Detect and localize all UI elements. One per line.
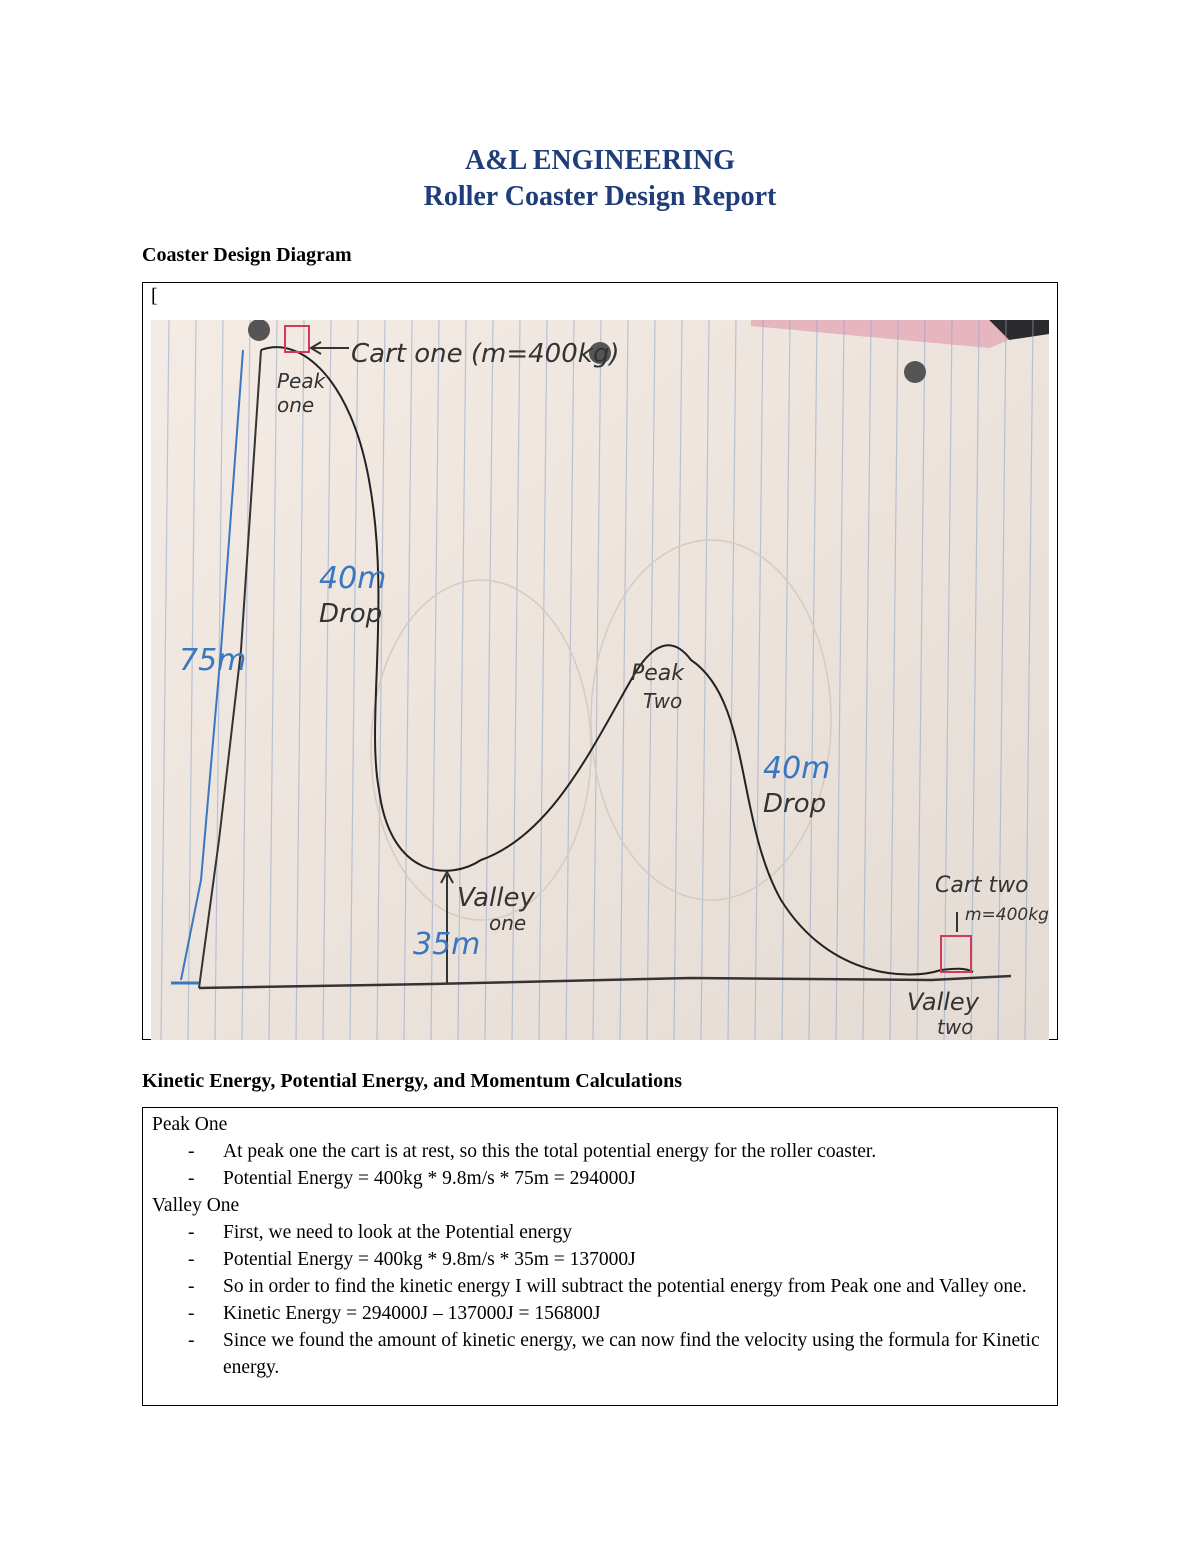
list-item: - Since we found the amount of kinetic energy, we can now find the velocity using the formula for Kinetic energy. [152,1327,1048,1381]
peak-one-list [152,1138,1048,1192]
calculations-box [142,1107,1058,1406]
list-item: - So in order to find the kinetic energy I will subtract the potential energy from Peak one and Valley one. [152,1273,1048,1300]
valley-two-label-line2: two [937,1015,974,1039]
calculations-heading: Kinetic Energy, Potential Energy, and Momentum Calculations [142,1070,682,1092]
cart-two-label-line2: m=400kg [965,905,1049,925]
valley-two-label-line1: Valley [907,988,979,1016]
peak-one-label-line1: Peak [277,369,326,393]
bracket-mark: [ [151,285,158,307]
list-item: - Potential Energy = 400kg * 9.8m/s * 35m = 137000J [152,1246,1048,1273]
punch-hole [248,320,270,341]
drop-two-label: Drop [763,789,827,819]
punch-hole [904,361,926,383]
list-item: - Kinetic Energy = 294000J – 137000J = 156800J [152,1300,1048,1327]
valley-one-label-line1: Valley [457,883,535,913]
peak-one-label-line2: one [277,393,315,417]
group-title-valley-one: Valley One [152,1195,240,1216]
group-title-peak-one: Peak One [152,1114,228,1135]
height-75-label: 75m [179,643,247,678]
coaster-sketch-photo [151,320,1049,1040]
list-item: - First, we need to look at the Potential energy [152,1219,1048,1246]
drop-one-amount: 40m [319,561,387,596]
peak-two-label-line1: Peak [631,661,685,686]
peak-two-label-line2: Two [643,689,683,713]
list-item: - At peak one the cart is at rest, so this the total potential energy for the roller coaster. [152,1138,1048,1165]
valley-one-label-line2: one [489,911,527,935]
report-title: Roller Coaster Design Report [423,181,777,212]
list-item: - Potential Energy = 400kg * 9.8m/s * 75m = 294000J [152,1165,1048,1192]
drop-one-label: Drop [319,599,383,629]
drop-two-amount: 40m [763,751,831,786]
height-35-label: 35m [413,927,481,962]
cart-two-label-line1: Cart two [935,873,1029,898]
company-name: A&L ENGINEERING [465,145,735,176]
diagram-heading: Coaster Design Diagram [142,244,352,266]
valley-one-list [152,1219,1048,1381]
cart-one-label: Cart one (m=400kg) [351,339,620,369]
